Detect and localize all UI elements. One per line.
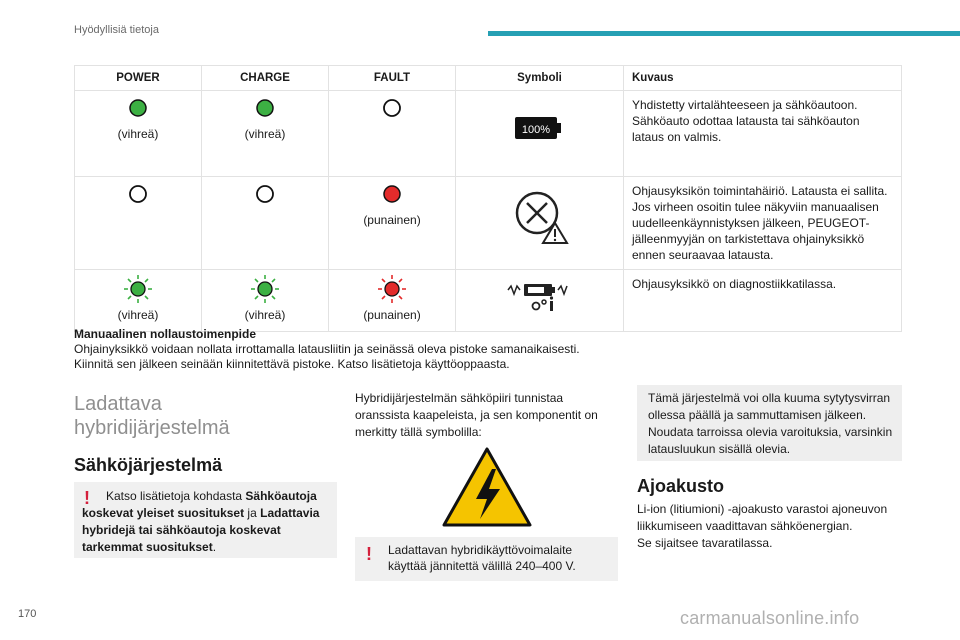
charge-cell <box>202 91 329 177</box>
green-blinking-led-icon <box>250 274 280 304</box>
battery-title: Ajoakusto <box>637 476 725 496</box>
symbol-cell <box>456 177 624 270</box>
description-cell: Ohjausyksikön toimintahäiriö. Latausta ei sallita. Jos virheen osoitin tulee näkyviin manuaalisen uudelleenkäynnistyksen jälkeen, PEUGEOT-jälleenmyyjän on tarkistettava ohjainyksikkö ennen seuraavaa latausta. <box>624 177 902 270</box>
warning-exclamation-icon: ! <box>84 488 90 508</box>
col-description: Kuvaus <box>624 66 902 91</box>
charging-status-table <box>74 65 902 332</box>
description-cell: Ohjausyksikkö on diagnostiikkatilassa. <box>624 270 902 332</box>
green-led-icon <box>127 97 149 119</box>
light-color-label: (vihreä) <box>244 308 286 322</box>
light-color-label: (punainen) <box>363 213 421 227</box>
fault-cell <box>329 91 456 177</box>
red-led-icon <box>381 183 403 205</box>
off-led-icon <box>254 183 276 205</box>
light-color-label: (vihreä) <box>244 127 286 141</box>
table-header-row <box>75 66 902 91</box>
green-blinking-led-icon <box>123 274 153 304</box>
fault-cell <box>329 270 456 332</box>
light-color-label: (punainen) <box>363 308 421 322</box>
battery-text-2: Se sijaitsee tavaratilassa. <box>637 536 773 550</box>
power-cell <box>75 91 202 177</box>
table-row <box>75 91 902 177</box>
battery-text <box>637 501 897 552</box>
charge-cell <box>202 270 329 332</box>
col-fault: FAULT <box>329 66 456 91</box>
warning-bold-2: Ladattavia hybridejä tai sähköautoja koskevat tarkemmat suositukset <box>82 506 320 554</box>
light-color-label: (vihreä) <box>117 127 159 141</box>
charge-cell <box>202 177 329 270</box>
voltage-warning-text: Ladattavan hybridikäyttövoimalaite käyttää jännitettä välillä 240–400 V. <box>388 543 576 573</box>
page-number: 170 <box>18 608 37 620</box>
col-symbol: Symboli <box>456 66 624 91</box>
battery-percent: 100% <box>521 124 550 136</box>
symbol-cell <box>456 270 624 332</box>
manual-reset-title: Manuaalinen nollaustoimenpide <box>74 327 257 341</box>
warning-post: . <box>212 540 217 554</box>
light-color-label: (vihreä) <box>117 308 159 322</box>
warning-pre: Katso lisätietoja kohdasta <box>106 489 246 503</box>
col-power: POWER <box>75 66 202 91</box>
green-led-icon <box>254 97 276 119</box>
header-accent-bar <box>488 31 960 36</box>
section-title-line-2: hybridijärjestelmä <box>74 417 230 439</box>
power-cell <box>75 177 202 270</box>
subsection-title: Sähköjärjestelmä <box>74 455 223 475</box>
high-voltage-icon <box>440 445 534 529</box>
warning-text <box>82 488 332 556</box>
table-row <box>75 270 902 332</box>
warning-bold-1: Sähköautoja koskevat yleiset suositukset <box>82 489 317 520</box>
col-charge: CHARGE <box>202 66 329 91</box>
battery-100-icon <box>505 109 575 149</box>
diagnostic-icon <box>500 276 580 316</box>
manual-line-2: Kiinnitä sen jälkeen seinään kiinnitettävä pistoke. Katso lisätietoja käyttöoppaasta. <box>74 357 510 371</box>
circuit-description: Hybridijärjestelmän sähköpiiri tunnistaa oranssista kaapeleista, ja sen komponentit on merkitty tällä symbolilla: <box>355 391 598 439</box>
description-cell: Yhdistetty virtalähteeseen ja sähköautoon. Sähköauto odottaa latausta tai sähköauton lataus on valmis. <box>624 91 902 177</box>
warning-exclamation-icon: ! <box>366 544 372 564</box>
running-header: Hyödyllisiä tietoja <box>74 24 159 36</box>
red-blinking-led-icon <box>377 274 407 304</box>
manual-line-1: Ohjainyksikkö voidaan nollata irrottamalla latausliitin ja seinässä oleva pistoke samanaikaisesti. <box>74 342 580 356</box>
fault-cell <box>329 177 456 270</box>
manual-reset-text <box>74 342 674 372</box>
section-title-line-1: Ladattava <box>74 393 162 415</box>
battery-text-1: Li-ion (litiumioni) -ajoakusto varastoi ajoneuvon liikkumiseen vaadittavan sähköenergian. <box>637 502 888 533</box>
info-text: Tämä järjestelmä voi olla kuuma sytytysvirran ollessa päällä ja sammuttamisen jälkeen. Noudata tarroissa olevia varoituksia, varsinkin latausluukun sisällä olevia. <box>648 391 893 456</box>
watermark: carmanualsonline.info <box>680 608 860 628</box>
power-cell <box>75 270 202 332</box>
warning-mid: ja <box>244 506 261 520</box>
fault-x-warning-icon <box>505 183 575 249</box>
off-led-icon <box>127 183 149 205</box>
table-row <box>75 177 902 270</box>
symbol-cell <box>456 91 624 177</box>
section-title <box>74 392 314 440</box>
off-led-icon <box>381 97 403 119</box>
